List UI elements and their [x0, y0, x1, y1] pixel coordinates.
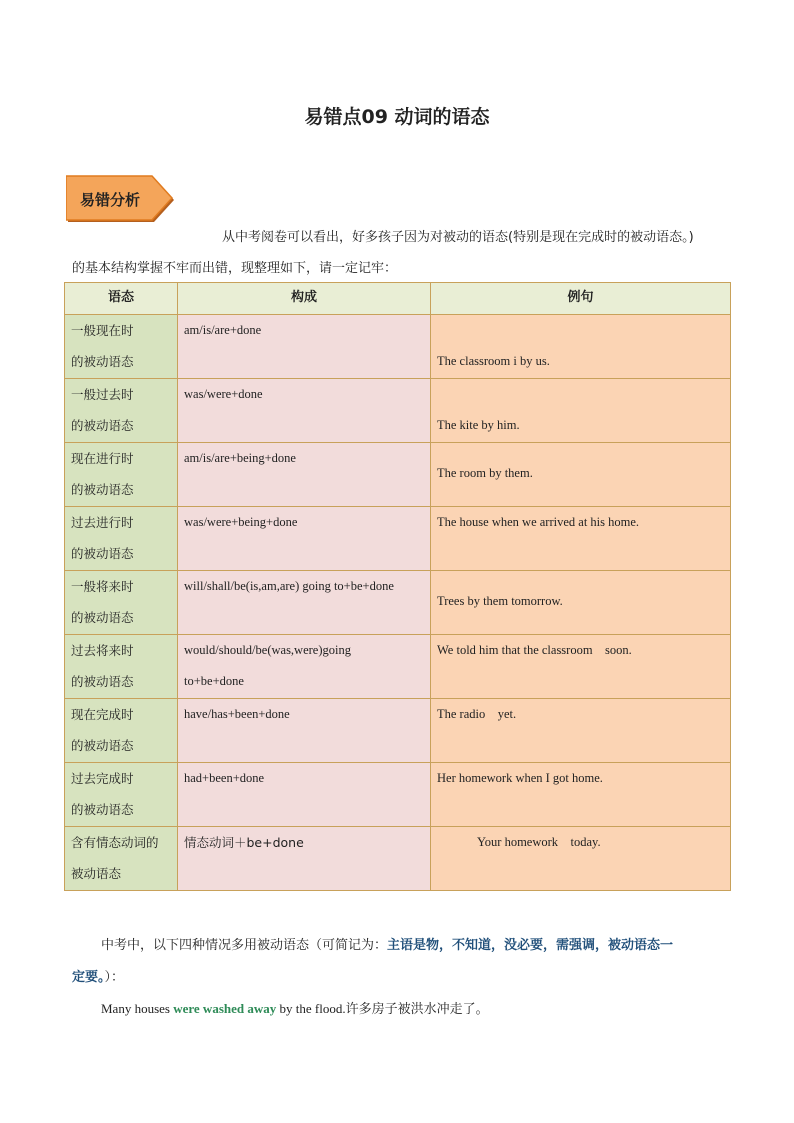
intro-line-1: 从中考阅卷可以看出，好多孩子因为对被动的语态(特别是现在完成时的被动语态。): [222, 230, 694, 245]
voice-table: [64, 282, 731, 891]
form-cell: am/is/are+being+done: [178, 443, 431, 507]
note-suffix: ）：: [104, 970, 125, 985]
note-highlight-2: 定要。: [72, 970, 105, 985]
example-cell: The room by them.: [431, 443, 731, 507]
voice-cell: 过去将来时 的被动语态: [65, 635, 178, 699]
intro-line-2: 的基本结构掌握不牢而出错，现整理如下，请一定记牢：: [72, 261, 398, 276]
header-voice: 语态: [65, 283, 178, 315]
example-cell: The radio yet.: [431, 699, 731, 763]
example-sentence: [101, 998, 489, 1017]
example-highlight: were washed away: [173, 1001, 277, 1016]
example-cell: The house when we arrived at his home.: [431, 507, 731, 571]
example-cell: Her homework when I got home.: [431, 763, 731, 827]
voice-cell: 一般将来时 的被动语态: [65, 571, 178, 635]
example-cell: The classroom i by us.: [431, 315, 731, 379]
table-header-row: [65, 283, 731, 315]
form-cell: was/were+done: [178, 379, 431, 443]
voice-cell: 一般现在时 的被动语态: [65, 315, 178, 379]
table-row: [65, 827, 731, 891]
voice-cell: 一般过去时 的被动语态: [65, 379, 178, 443]
header-form: 构成: [178, 283, 431, 315]
example-cell: The kite by him.: [431, 379, 731, 443]
table-row: [65, 507, 731, 571]
table-row: [65, 635, 731, 699]
page-title: 易错点09 动词的语态: [304, 106, 490, 128]
form-cell: will/shall/be(is,am,are) going to+be+done: [178, 571, 431, 635]
voice-cell: 现在完成时 的被动语态: [65, 699, 178, 763]
form-cell: 情态动词＋be+done: [178, 827, 431, 891]
header-example: 例句: [431, 283, 731, 315]
voice-cell: 现在进行时 的被动语态: [65, 443, 178, 507]
note-line-1: [101, 934, 673, 953]
form-cell: had+been+done: [178, 763, 431, 827]
table-row: [65, 699, 731, 763]
table-row: [65, 571, 731, 635]
voice-cell: 过去完成时 的被动语态: [65, 763, 178, 827]
example-part-1: Many houses: [101, 1001, 174, 1016]
form-cell: have/has+been+done: [178, 699, 431, 763]
table-row: [65, 315, 731, 379]
section-badge-label: 易错分析: [80, 191, 141, 209]
table-row: [65, 443, 731, 507]
table-row: [65, 763, 731, 827]
example-cell: Your homework today.: [431, 827, 731, 891]
form-cell: was/were+being+done: [178, 507, 431, 571]
note-highlight-1: 主语是物，不知道，没必要，需强调，被动语态一: [387, 938, 674, 953]
example-cell: We told him that the classroom soon.: [431, 635, 731, 699]
note-line-2: [72, 966, 124, 985]
example-part-2: by the flood.: [276, 1001, 346, 1016]
form-cell: would/should/be(was,were)going to+be+done: [178, 635, 431, 699]
form-cell: am/is/are+done: [178, 315, 431, 379]
voice-cell: 过去进行时 的被动语态: [65, 507, 178, 571]
table-row: [65, 379, 731, 443]
example-cell: Trees by them tomorrow.: [431, 571, 731, 635]
example-translation: 许多房子被洪水冲走了。: [345, 1002, 489, 1017]
voice-cell: 含有情态动词的 被动语态: [65, 827, 178, 891]
note-prefix: 中考中，以下四种情况多用被动语态（可简记为：: [101, 938, 388, 953]
